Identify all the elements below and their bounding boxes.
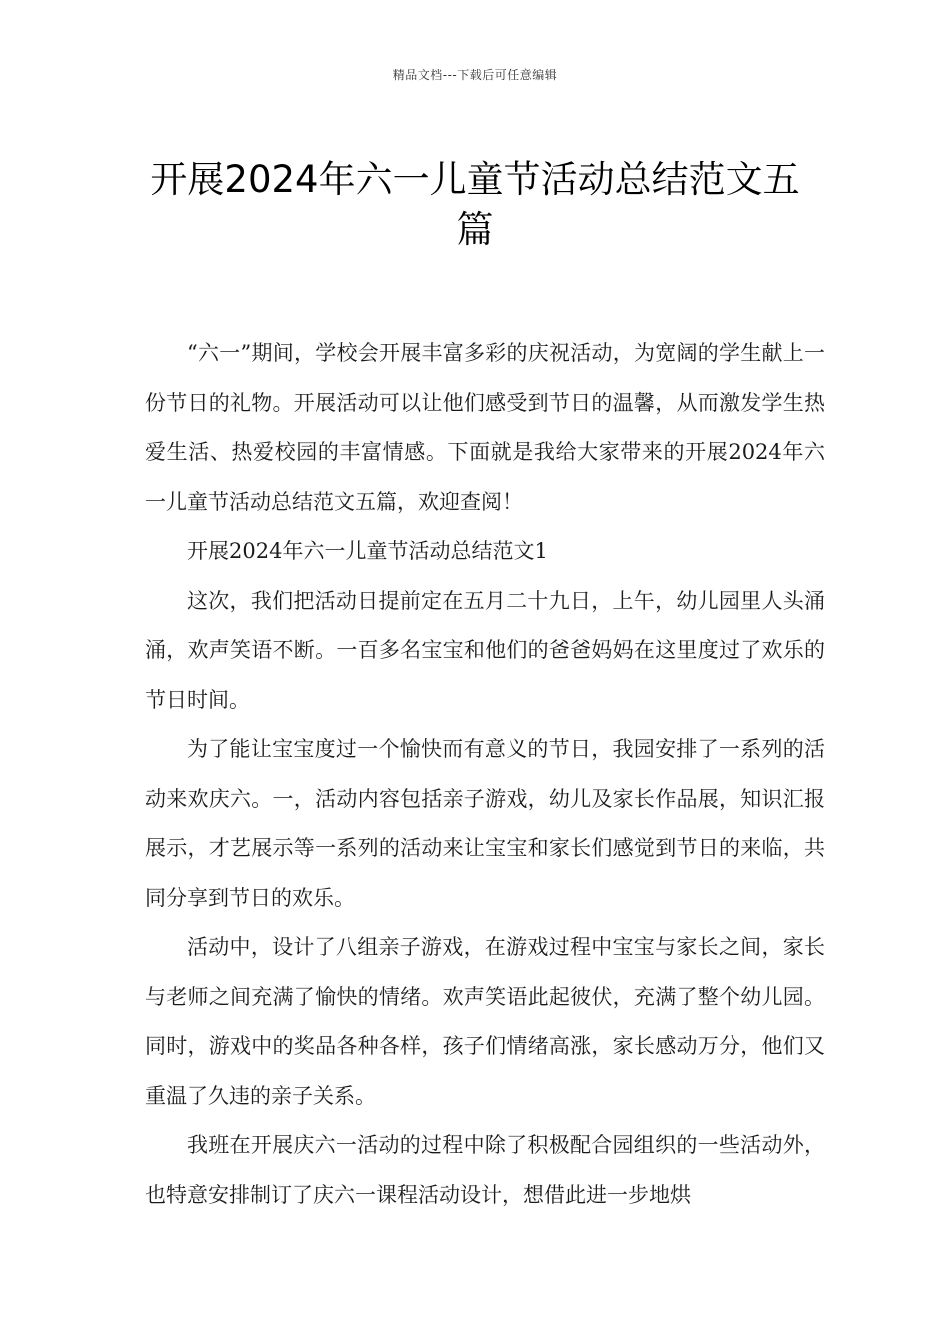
page-header: 精品文档---下载后可任意编辑 bbox=[392, 68, 558, 82]
document-title: 开展2024年六一儿童节活动总结范文五篇 bbox=[150, 157, 800, 251]
body-paragraph: 活动中，设计了八组亲子游戏，在游戏过程中宝宝与家长之间，家长与老师之间充满了愉快的情绪。欢声笑语此起彼伏，充满了整个幼儿园。同时，游戏中的奖品各种各样，孩子们情绪高涨，家长感动万分，他们又重温了久违的亲子关系。 bbox=[145, 935, 825, 1108]
body-paragraph: 我班在开展庆六一活动的过程中除了积极配合园组织的一些活动外，也特意安排制订了庆六一课程活动设计，想借此进一步地烘 bbox=[145, 1133, 825, 1207]
body-paragraph: 为了能让宝宝度过一个愉快而有意义的节日，我园安排了一系列的活动来欢庆六。一，活动内容包括亲子游戏，幼儿及家长作品展，知识汇报展示，才艺展示等一系列的活动来让宝宝和家长们感觉到节日的来临，共同分享到节日的欢乐。 bbox=[145, 737, 825, 910]
intro-paragraph: “六一”期间，学校会开展丰富多彩的庆祝活动，为宽阔的学生献上一份节日的礼物。开展活动可以让他们感受到节日的温馨，从而激发学生热爱生活、热爱校园的丰富情感。下面就是我给大家带来的开展2024年六一儿童节活动总结范文五篇，欢迎查阅！ bbox=[145, 341, 825, 514]
document-body bbox=[145, 329, 825, 1220]
section-heading: 开展2024年六一儿童节活动总结范文1 bbox=[187, 539, 548, 563]
body-paragraph: 这次，我们把活动日提前定在五月二十九日，上午，幼儿园里人头涌涌，欢声笑语不断。一百多名宝宝和他们的爸爸妈妈在这里度过了欢乐的节日时间。 bbox=[145, 588, 825, 712]
